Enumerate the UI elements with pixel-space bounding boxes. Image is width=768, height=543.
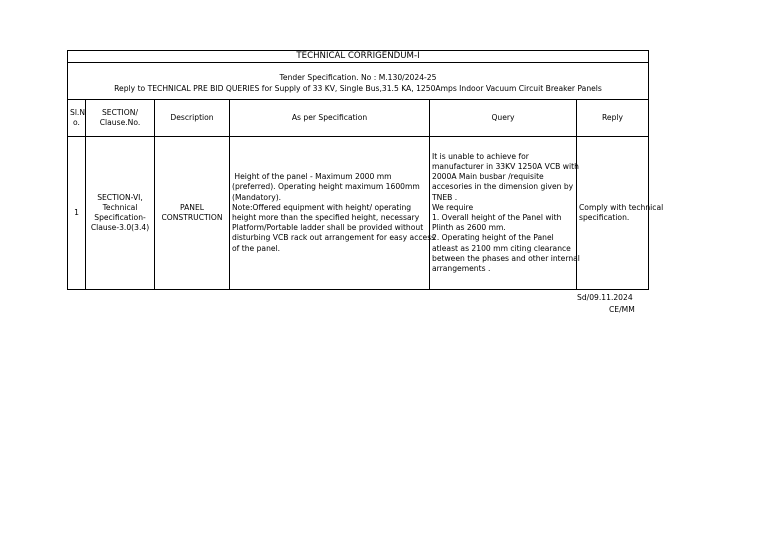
tender-specification-line: Tender Specification. No : M.130/2024-25 <box>279 73 437 82</box>
document-subtitle <box>68 63 649 100</box>
document-title: TECHNICAL CORRIGENDUM-I <box>68 51 649 63</box>
signature-designation: CE/MM <box>609 305 635 314</box>
header-as-per-specification: As per Specification <box>230 100 430 137</box>
header-reply: Reply <box>577 100 649 137</box>
corrigendum-sheet <box>67 50 664 290</box>
signature-date: Sd/09.11.2024 <box>577 293 633 302</box>
table-header-row <box>68 100 649 137</box>
cell-sl-no: 1 <box>68 137 86 290</box>
header-description: Description <box>155 100 230 137</box>
header-section: SECTION/ Clause.No. <box>86 100 155 137</box>
header-sl-no: Sl.N o. <box>68 100 86 137</box>
corrigendum-table <box>67 50 664 290</box>
reply-line: Reply to TECHNICAL PRE BID QUERIES for Supply of 33 KV, Single Bus,31.5 KA, 1250Amps Indoor Vacuum Circuit Breaker Panels <box>114 84 602 93</box>
header-query: Query <box>430 100 577 137</box>
cell-specification: Height of the panel - Maximum 2000 mm (preferred). Operating height maximum 1600mm (Mandatory). Note:Offered equipment with height/ operating height more than the specified height, necessary Platform/Portable ladder shall be provided without disturbing VCB rack out arrangement for easy access of the panel. <box>230 137 430 290</box>
table-row <box>68 137 649 290</box>
cell-query: It is unable to achieve for manufacturer in 33KV 1250A VCB with 2000A Main busbar /requisite accesories in the dimension given by TNEB . We require 1. Overall height of the Panel with Plinth as 2600 mm. 2. Operating height of the Panel atleast as 2100 mm citing clearance between the phases and other internal arrangements . <box>430 137 577 290</box>
cell-reply: Comply with technical specification. <box>577 137 649 290</box>
cell-description: PANEL CONSTRUCTION <box>155 137 230 290</box>
cell-section: SECTION-VI, Technical Specification- Clause-3.0(3.4) <box>86 137 155 290</box>
